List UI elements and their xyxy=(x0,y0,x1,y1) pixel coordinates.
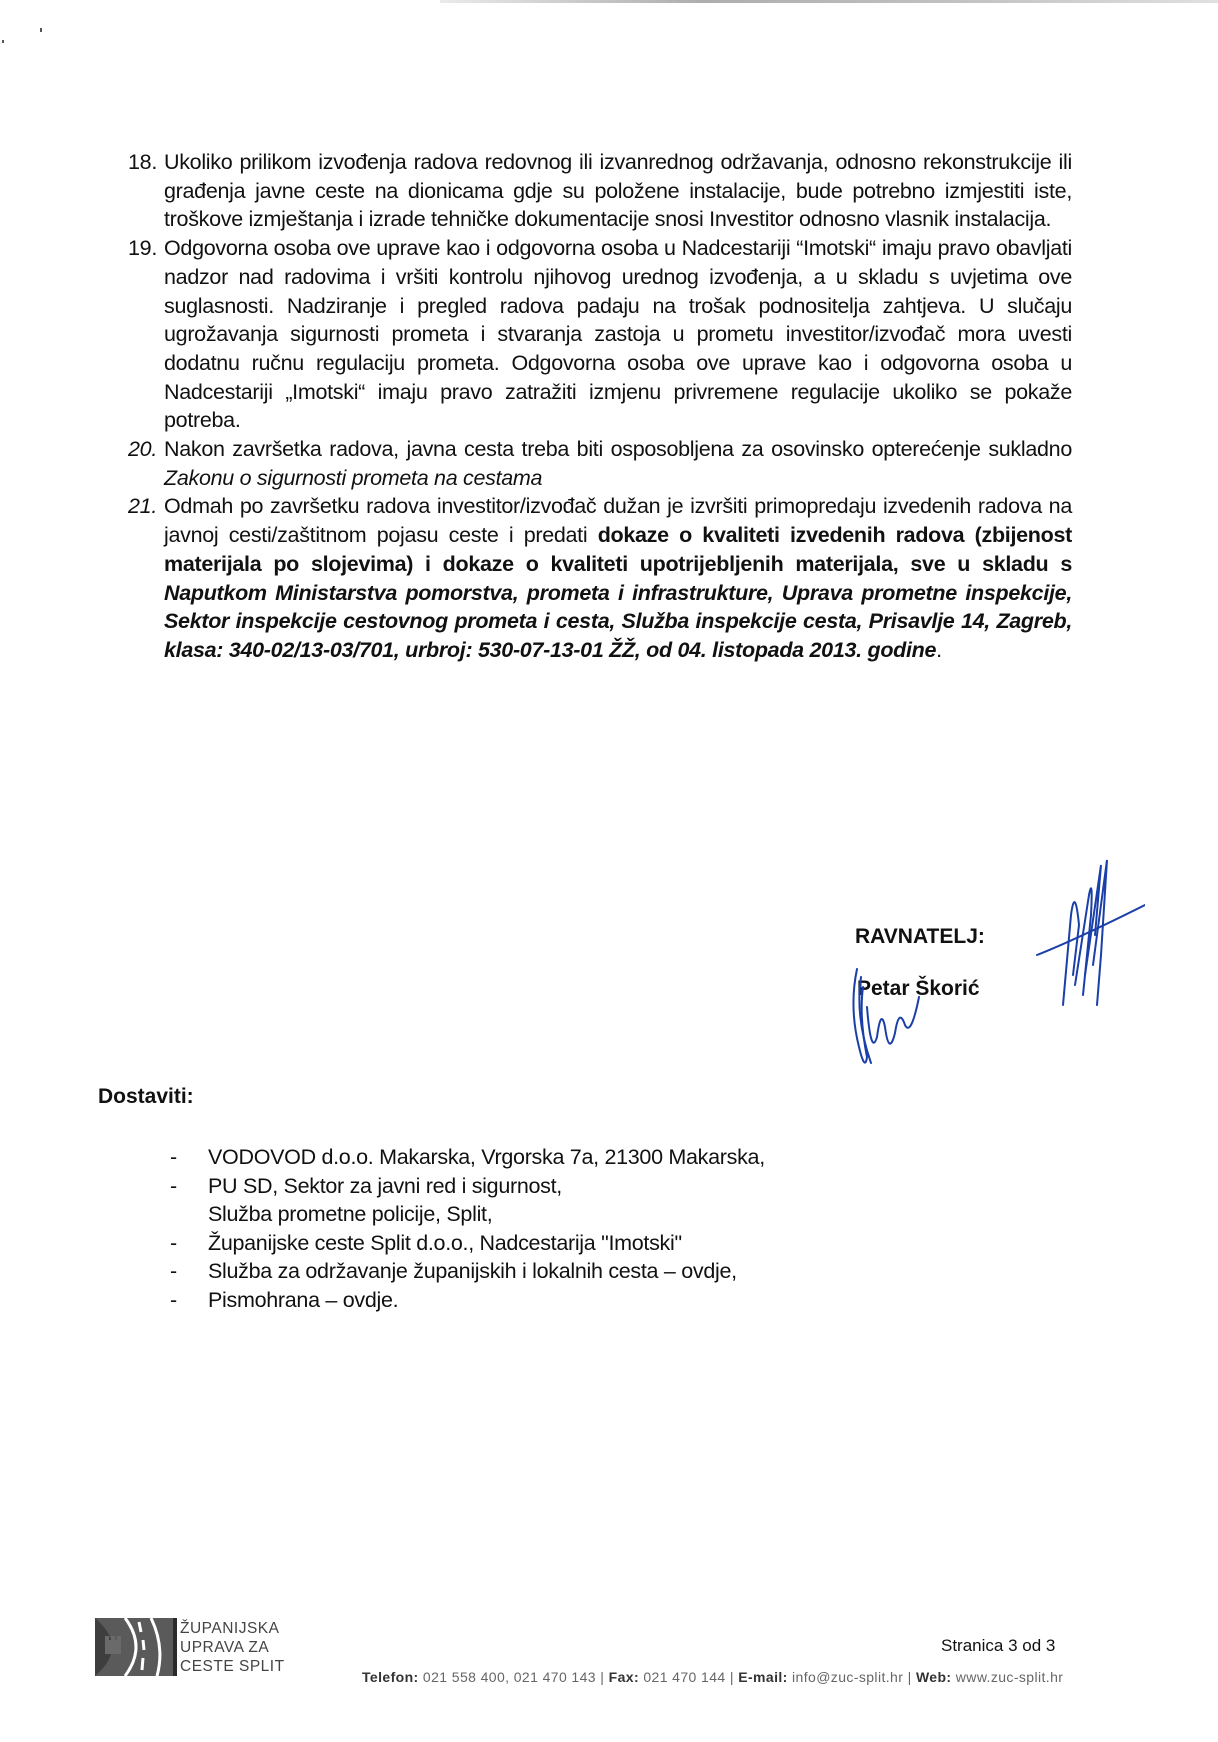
condition-item-18 xyxy=(128,148,1072,234)
separator: | xyxy=(907,1669,912,1685)
recipient-item: - Pismohrana – ovdje. xyxy=(166,1286,765,1315)
item-number: 18. xyxy=(128,150,157,174)
fax-value: 021 470 144 xyxy=(643,1669,726,1685)
item-number: 19. xyxy=(128,236,157,261)
evidence-requirement: dokaze o kvaliteti izvedenih radova (zbijenost materijala po slojevima) i dokaze o kvaliteti upotrijebljenih materijala, sve u skladu s xyxy=(164,523,1072,576)
condition-item-19 xyxy=(128,234,1072,435)
recipient-item: - PU SD, Sektor za javni red i sigurnost, xyxy=(166,1172,765,1201)
condition-item-21 xyxy=(128,492,1072,664)
handwritten-signature-icon xyxy=(845,967,955,1077)
signatory-name: Petar Škorić xyxy=(857,977,980,1000)
phone-value: 021 558 400, 021 470 143 xyxy=(422,1669,596,1685)
email-link[interactable]: info@zuc-split.hr xyxy=(792,1669,904,1685)
item-text-segment: . xyxy=(936,637,942,662)
signatory-title: RAVNATELJ: xyxy=(855,925,985,948)
ministry-instruction-reference: Naputkom Ministarstva pomorstva, prometa i infrastrukture, Uprava prometne inspekcije, Sektor inspekcije cestovnog prometa i cesta, Služba inspekcije cesta, Prisavlje 14, Zagreb, klasa: 340-02/13-03/701, urbroj: 530-07-13-01 ŽŽ, od 04. listopada 2013. godine xyxy=(164,580,1072,662)
org-line-1: ŽUPANIJSKA xyxy=(180,1620,280,1637)
item-text xyxy=(164,234,1072,435)
numbered-conditions xyxy=(128,148,1072,665)
recipient-item: - Županijske ceste Split d.o.o., Nadcestarija "Imotski" xyxy=(166,1229,765,1258)
phone-label: Telefon: xyxy=(362,1669,419,1685)
distribution-label: Dostaviti: xyxy=(98,1085,194,1108)
condition-item-20 xyxy=(128,435,1072,492)
item-text xyxy=(164,435,1072,492)
page-indicator: Stranica 3 od 3 xyxy=(941,1636,1056,1655)
recipient-item-continuation: Služba prometne policije, Split, xyxy=(208,1202,493,1226)
recipient-item: - VODOVOD d.o.o. Makarska, Vrgorska 7a, 21300 Makarska, xyxy=(166,1143,765,1172)
recipient-item: - Služba za održavanje županijskih i lokalnih cesta – ovdje, xyxy=(166,1257,765,1286)
item-text-segment: Odgovorna osoba ove uprave kao i odgovorna osoba u Nadcestariji “Imotski“ imaju pravo obavljati nadzor nad radovima i vršiti kontrolu njihovog urednog izvođenja, a u skladu s uvjetima ove suglasnosti. Nadziranje i pregled radova padaju na trošak podnositelja zahtjeva. U slučaju ugrožavanja sigurnosti prometa i stvaranja zastoja u prometu investitor/izvođač mora uvesti dodatnu ručnu regulaciju prometa. Odgovorna osoba ove uprave kao i odgovorna osoba u Nadcestariji „Imotski“ imaju pravo zatražiti izmjenu privremene regulacije ukoliko se pokaže potreba. xyxy=(164,236,1072,433)
scan-speck xyxy=(40,28,42,32)
organization-name xyxy=(180,1619,285,1676)
separator: | xyxy=(729,1669,734,1685)
web-label: Web: xyxy=(915,1669,952,1685)
item-text-segment: Nakon završetka radova, javna cesta treba biti osposobljena za osovinsko opterećenje sukladno xyxy=(164,437,1072,462)
item-text xyxy=(164,492,1072,664)
org-line-2: UPRAVA ZA xyxy=(180,1639,270,1656)
item-number: 20. xyxy=(128,437,157,462)
distribution-list xyxy=(166,1143,765,1314)
item-number: 21. xyxy=(128,494,157,519)
handwritten-initials-icon xyxy=(1035,855,1145,1015)
fax-label: Fax: xyxy=(608,1669,640,1685)
web-link[interactable]: www.zuc-split.hr xyxy=(955,1669,1064,1685)
scan-edge-artifact xyxy=(440,0,1218,3)
scan-speck xyxy=(2,40,4,43)
law-reference: Zakonu o sigurnosti prometa na cestama xyxy=(164,465,543,490)
item-text-segment: Odmah po završetku radova investitor/izvođač dužan je izvršiti primopredaju izvedenih radova na javnoj cesti/zaštitnom pojasu ceste i predati xyxy=(164,494,1072,548)
email-label: E-mail: xyxy=(738,1669,788,1685)
item-text xyxy=(164,148,1072,234)
separator: | xyxy=(600,1669,605,1685)
org-line-3: CESTE SPLIT xyxy=(180,1658,285,1675)
item-text-segment: Ukoliko prilikom izvođenja radova redovnog ili izvanrednog održavanja, odnosno rekonstrukcije ili građenja javne ceste na dionicama gdje su položene instalacije, bude potrebno izmjestiti iste, troškove izmještanja i izrade tehničke dokumentacije snosi Investitor odnosno vlasnik instalacija. xyxy=(164,150,1072,232)
road-castle-logo-icon xyxy=(95,1618,177,1676)
contact-line xyxy=(362,1669,1063,1685)
